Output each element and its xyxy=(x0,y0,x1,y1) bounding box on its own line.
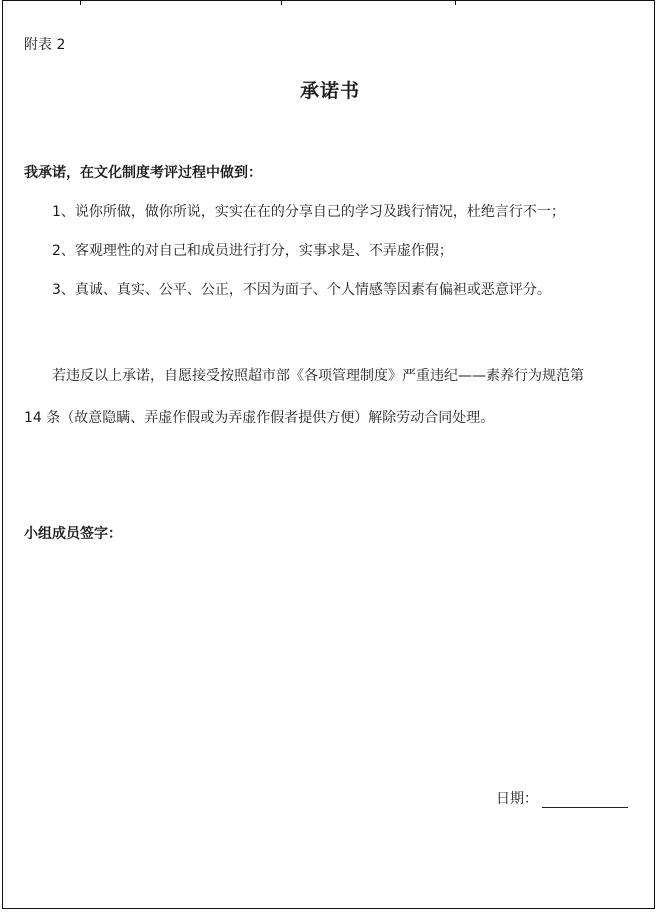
date-block xyxy=(496,788,628,808)
date-label: 日期： xyxy=(496,791,538,807)
pledge-item: 3、真诚、真实、公平、公正，不因为面子、个人情感等因素有偏袒或恶意评分。 xyxy=(52,282,551,298)
date-blank-line xyxy=(542,793,628,808)
pledge-heading: 我承诺，在文化制度考评过程中做到： xyxy=(24,165,262,181)
pledge-item: 1、说你所做，做你所说，实实在在的分享自己的学习及践行情况，杜绝言行不一； xyxy=(52,204,565,220)
attachment-label: 附表 2 xyxy=(24,37,66,53)
document-title: 承诺书 xyxy=(299,80,360,102)
table-border-tick xyxy=(455,0,456,5)
violation-line: 14 条（故意隐瞒、弄虚作假或为弄虚作假者提供方便）解除劳动合同处理。 xyxy=(24,410,495,426)
signature-label: 小组成员签字： xyxy=(24,526,122,542)
violation-line: 若违反以上承诺，自愿接受按照超市部《各项管理制度》严重违纪——素养行为规范第 xyxy=(52,368,584,384)
violation-paragraph xyxy=(24,355,632,439)
table-border-tick xyxy=(80,0,81,5)
table-border-tick xyxy=(281,0,282,5)
pledge-item: 2、客观理性的对自己和成员进行打分，实事求是、不弄虚作假； xyxy=(52,243,453,259)
page-frame xyxy=(2,0,655,909)
